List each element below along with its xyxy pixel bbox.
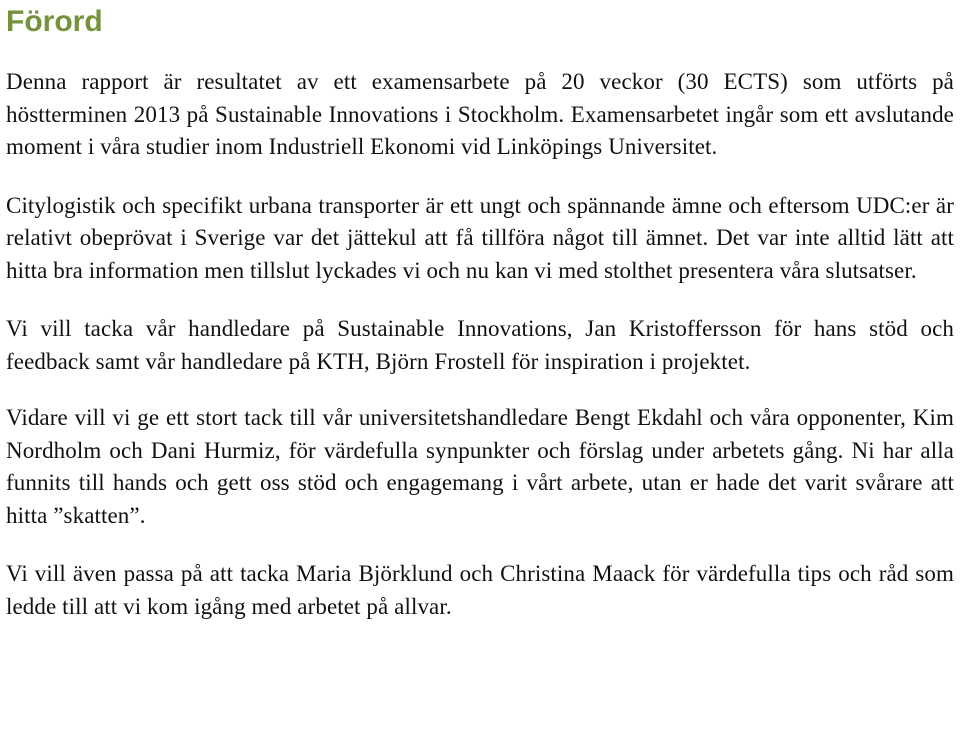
paragraph-topic: Citylogistik och specifikt urbana transporter är ett ungt och spännande ämne och eftersom UDC:er är relativt obeprövat i Sverige var det jättekul att få tillföra något till ämnet. Det var inte alltid lätt att hitta bra information men tillslut lyckades vi och nu kan vi med stolthet presentera våra slutsatser. xyxy=(6,192,954,283)
document-page xyxy=(6,0,954,623)
paragraph-intro: Denna rapport är resultatet av ett examensarbete på 20 veckor (30 ECTS) som utförts på höstterminen 2013 på Sustainable Innovations i Stockholm. Examensarbetet ingår som ett avslutande moment i våra studier inom Industriell Ekonomi vid Linköpings Universitet. xyxy=(6,69,954,159)
paragraph-thanks-supervisors: Vi vill tacka vår handledare på Sustainable Innovations, Jan Kristoffersson för hans stöd och feedback samt vår handledare på KTH, Björn Frostell för inspiration i projektet. xyxy=(6,316,954,374)
paragraph-thanks-opponents: Vidare vill vi ge ett stort tack till vår universitetshandledare Bengt Ekdahl och våra opponenter, Kim Nordholm och Dani Hurmiz, för värdefulla synpunkter och förslag under arbetets gång. Ni har alla funnits till hands och gett oss stöd och engagemang i vårt arbete, utan er hade det varit svårare att hitta ”skatten”. xyxy=(6,405,954,528)
page-title: Förord xyxy=(6,5,103,38)
paragraph-thanks-others: Vi vill även passa på att tacka Maria Björklund och Christina Maack för värdefulla tips och råd som ledde till att vi kom igång med arbetet på allvar. xyxy=(6,561,954,619)
